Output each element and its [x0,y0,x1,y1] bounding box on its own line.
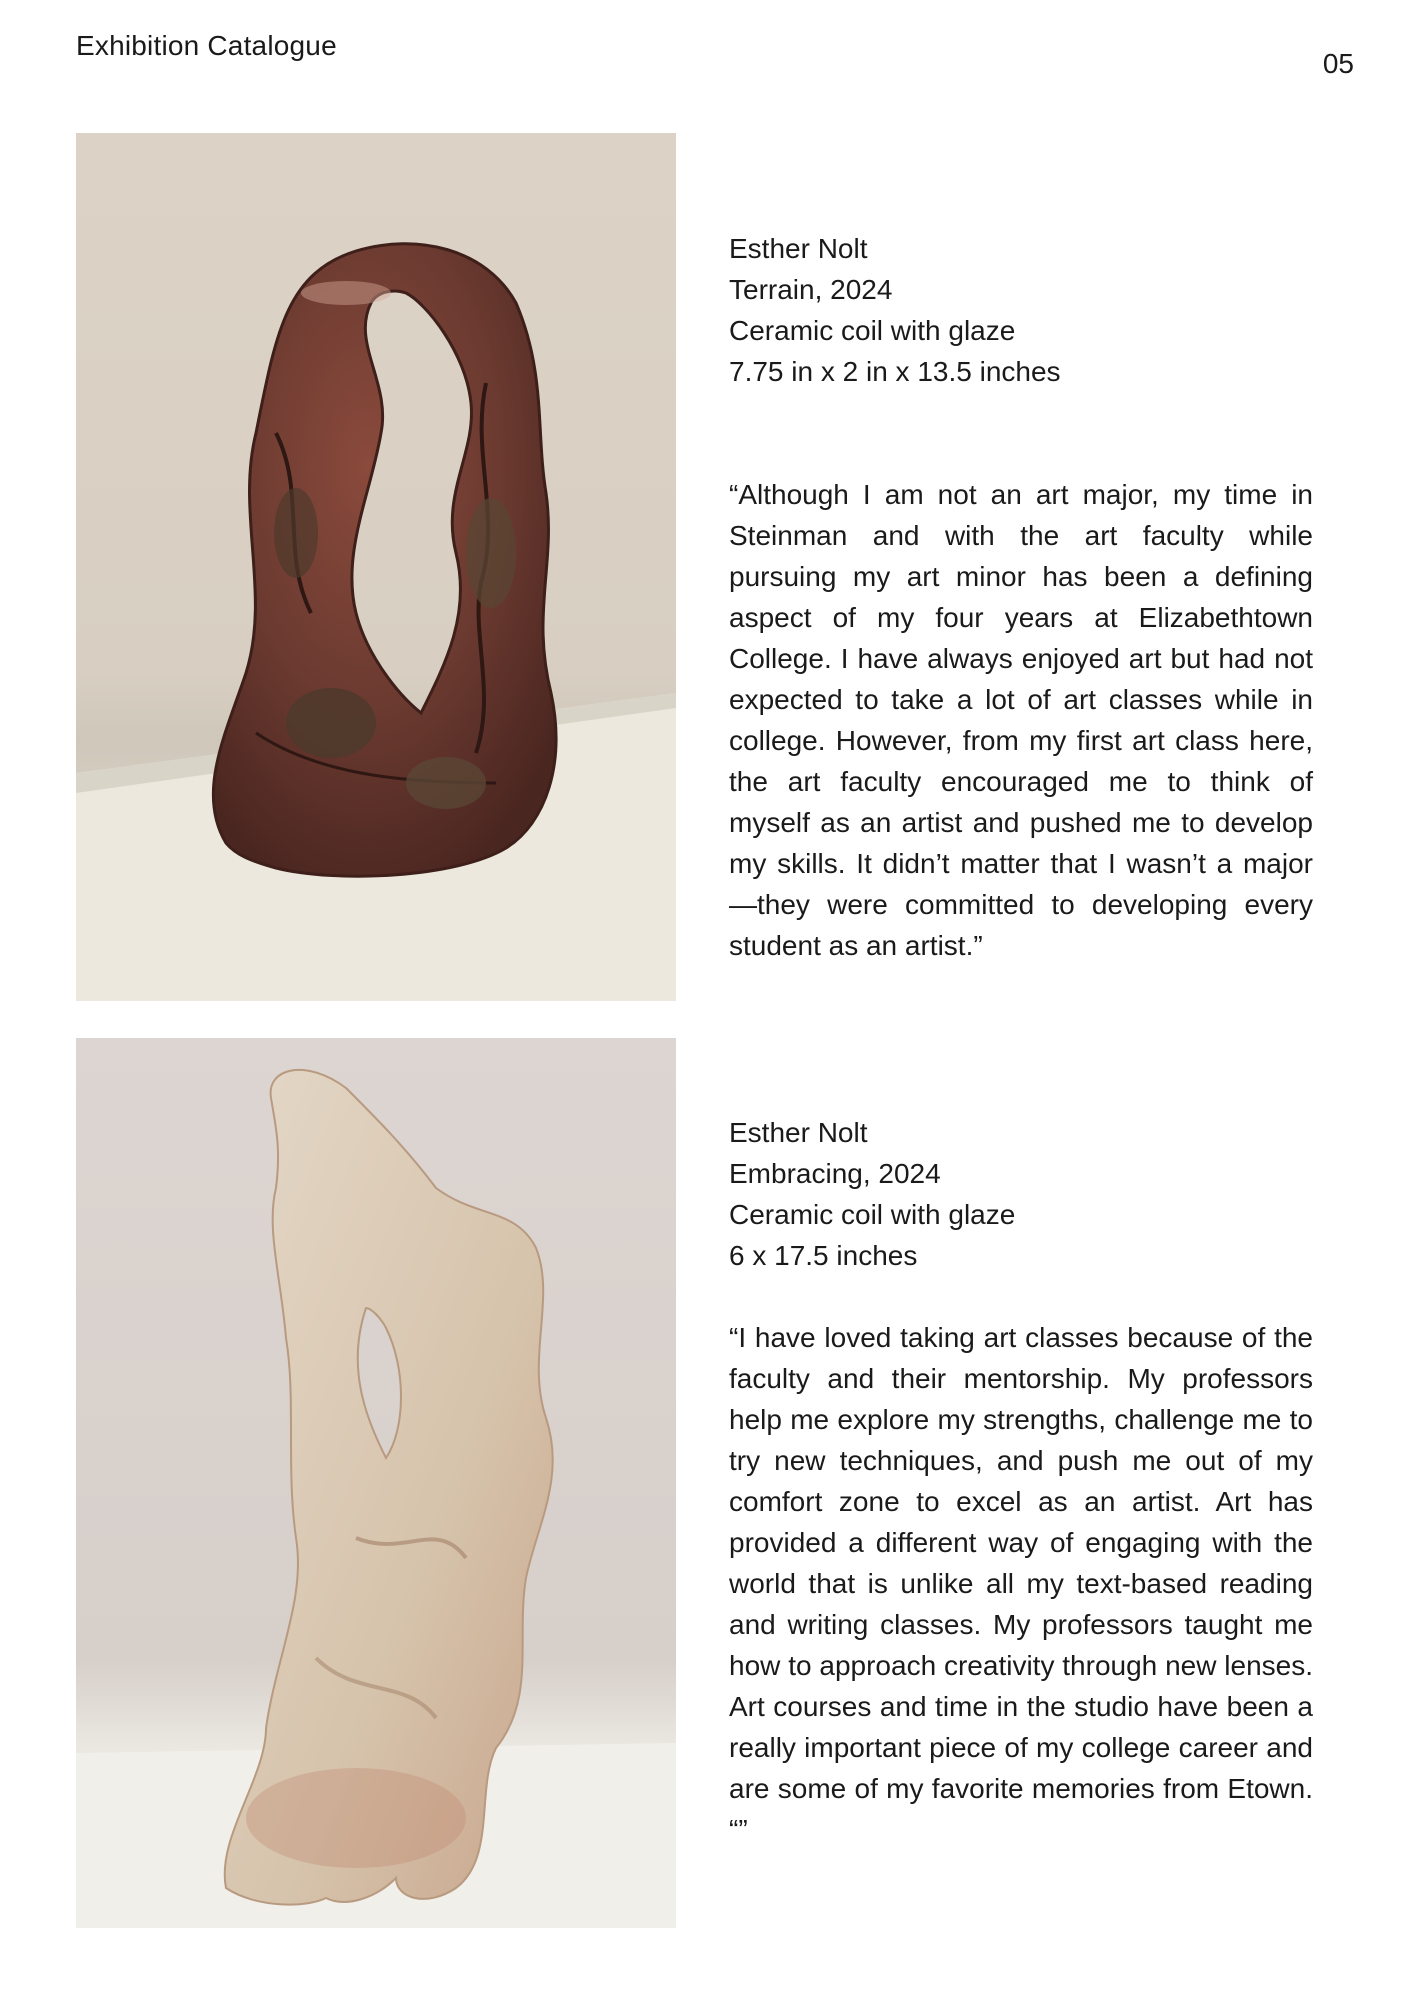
artwork-photo-terrain [76,133,676,1001]
artist-name: Esther Nolt [729,233,868,264]
artwork-medium: Ceramic coil with glaze [729,1199,1016,1230]
artwork-info-embracing [729,1112,1313,1850]
artwork-title-year: Terrain, 2024 [729,274,893,305]
artwork-medium: Ceramic coil with glaze [729,315,1016,346]
artist-statement: “Although I am not an art major, my time in Steinman and with the art faculty while pursuing my art minor has been a defining aspect of my four years at Elizabethtown College. I have always enjoyed art but had not expected to take a lot of art classes while in college. However, from my first art class here, the art faculty encouraged me to think of myself as an artist and pushed me to develop my skills. It didn’t matter that I wasn’t a major—they were committed to developing every student as an artist.” [729,479,1313,961]
artist-name: Esther Nolt [729,1117,868,1148]
artwork-dimensions: 6 x 17.5 inches [729,1240,918,1271]
artwork-dimensions: 7.75 in x 2 in x 13.5 inches [729,356,1061,387]
artwork-photo-embracing [76,1038,676,1928]
page-number: 05 [1322,48,1354,79]
catalogue-title: Exhibition Catalogue [76,30,337,61]
artwork-title-year: Embracing, 2024 [729,1158,941,1189]
artwork-info-terrain [729,228,1313,966]
artist-statement: “I have loved taking art classes because of the faculty and their mentorship. My professors help me explore my strengths, challenge me to try new techniques, and push me out of my comfort zone to excel as an artist. Art has provided a different way of engaging with the world that is unlike all my text-based reading and writing classes. My professors taught me how to approach creativity through new lenses. Art courses and time in the studio have been a really important piece of my college career and are some of my favorite memories from Etown. “” [729,1322,1313,1845]
